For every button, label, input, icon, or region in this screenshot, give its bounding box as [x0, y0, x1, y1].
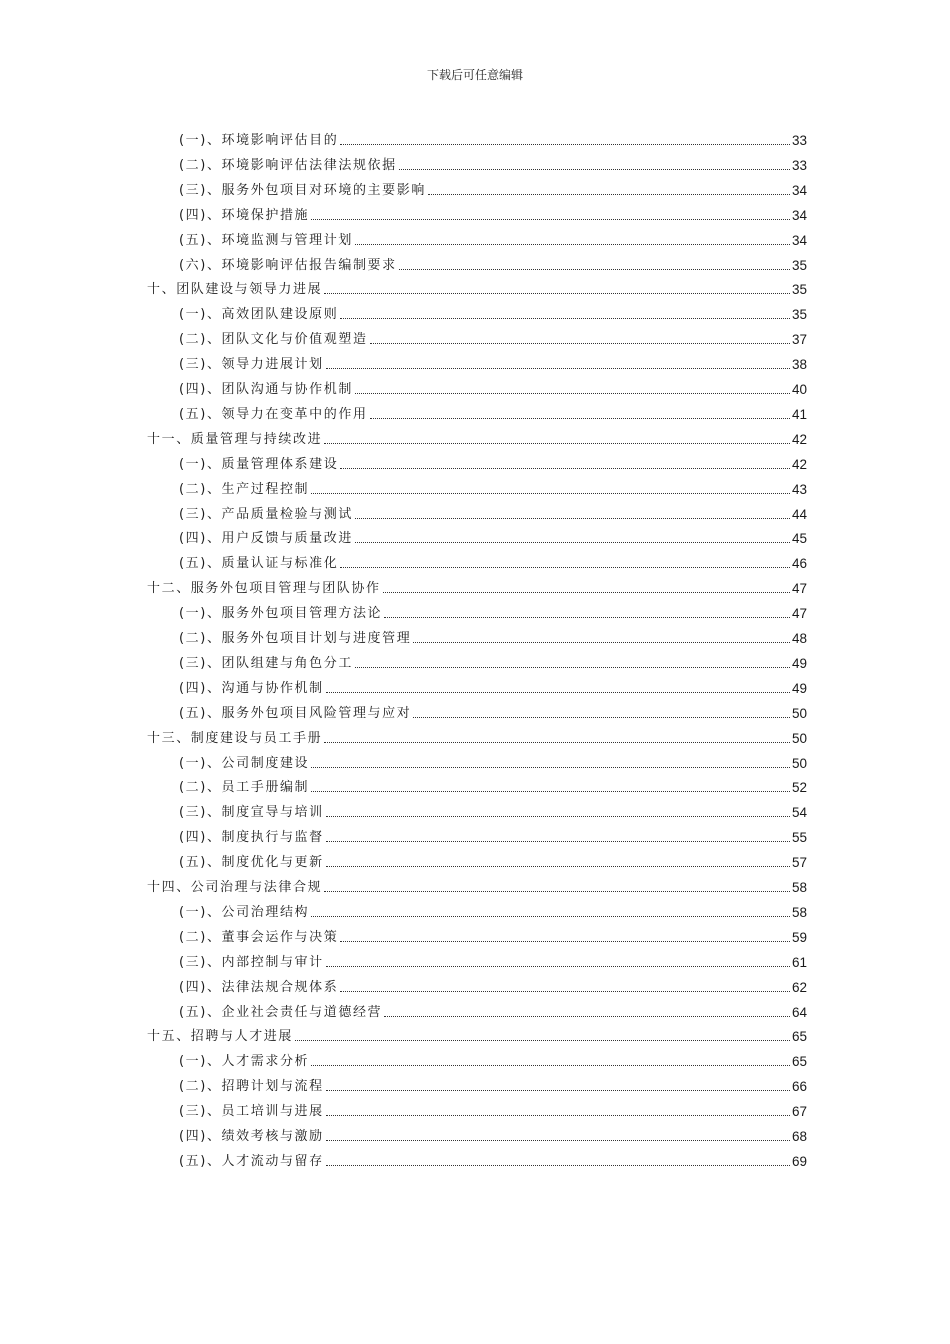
dot-leader [413, 641, 790, 643]
toc-entry-title: (四)、沟通与协作机制 [179, 680, 324, 696]
toc-section-entry[interactable] [179, 947, 807, 971]
dot-leader [324, 890, 790, 892]
toc-page-number: 38 [791, 357, 807, 373]
toc-entry-title: (三)、领导力进展计划 [179, 357, 324, 373]
toc-section-entry[interactable] [179, 324, 807, 348]
dot-leader [326, 1089, 790, 1091]
toc-entry-title: (三)、制度宣导与培训 [179, 805, 324, 821]
toc-page-number: 34 [791, 182, 807, 198]
dot-leader [311, 790, 790, 792]
toc-page-number: 58 [791, 880, 807, 895]
toc-section-entry[interactable] [179, 1046, 807, 1070]
dot-leader [326, 840, 790, 842]
toc-entry-title: (四)、绩效考核与激励 [179, 1129, 324, 1144]
toc-page-number: 47 [791, 606, 807, 622]
toc-chapter-entry[interactable] [147, 723, 807, 747]
toc-page-number: 47 [791, 581, 807, 597]
toc-entry-title: 十二、服务外包项目管理与团队协作 [147, 581, 381, 597]
toc-entry-title: (一)、服务外包项目管理方法论 [179, 606, 383, 622]
dot-leader [383, 591, 790, 593]
toc-page-number: 55 [791, 830, 807, 846]
toc-entry-title: (一)、公司治理结构 [179, 904, 310, 920]
toc-section-entry[interactable] [179, 374, 807, 398]
toc-page-number: 59 [791, 929, 807, 945]
dot-leader [355, 666, 790, 668]
toc-entry-title: (四)、法律法规合规体系 [179, 979, 339, 995]
toc-entry-title: (二)、环境影响评估法律法规依据 [179, 157, 397, 173]
toc-section-entry[interactable] [179, 150, 807, 174]
dot-leader [355, 392, 790, 394]
toc-section-entry[interactable] [179, 1146, 807, 1170]
toc-entry-title: 十、团队建设与领导力进展 [147, 282, 323, 298]
toc-page-number: 50 [791, 730, 807, 746]
toc-entry-title: (一)、质量管理体系建设 [179, 456, 339, 472]
dot-leader [355, 541, 790, 543]
toc-section-entry[interactable] [179, 797, 807, 821]
toc-page-number: 44 [791, 506, 807, 522]
toc-entry-title: (二)、董事会运作与决策 [179, 929, 339, 945]
toc-entry-title: 十五、招聘与人才进展 [147, 1029, 294, 1045]
toc-page-number: 33 [791, 157, 807, 173]
toc-entry-title: (四)、用户反馈与质量改进 [179, 531, 353, 547]
toc-section-entry[interactable] [179, 175, 807, 199]
toc-entry-title: (三)、内部控制与审计 [179, 954, 324, 970]
toc-page-number: 66 [791, 1079, 807, 1095]
toc-chapter-entry[interactable] [147, 1021, 807, 1045]
dot-leader [295, 1039, 790, 1041]
toc-entry-title: (二)、生产过程控制 [179, 481, 310, 497]
dot-leader [355, 243, 790, 245]
toc-section-entry[interactable] [179, 598, 807, 622]
toc-entry-title: 十一、质量管理与持续改进 [147, 431, 323, 447]
dot-leader [324, 741, 790, 743]
toc-entry-title: (五)、企业社会责任与道德经营 [179, 1004, 383, 1020]
toc-entry-title: (五)、人才流动与留存 [179, 1153, 324, 1169]
toc-chapter-entry[interactable] [147, 872, 807, 896]
toc-section-entry[interactable] [179, 997, 807, 1021]
toc-entry-title: (五)、环境监测与管理计划 [179, 232, 353, 248]
toc-chapter-entry[interactable] [147, 424, 807, 448]
toc-page-number: 35 [791, 282, 807, 298]
dot-leader [370, 342, 790, 344]
toc-entry-title: 十三、制度建设与员工手册 [147, 730, 323, 746]
toc-section-entry[interactable] [179, 548, 807, 572]
dot-leader [340, 566, 790, 568]
toc-page-number: 41 [791, 406, 807, 422]
dot-leader [355, 517, 790, 519]
toc-page-number: 54 [791, 805, 807, 821]
toc-entry-title: (二)、招聘计划与流程 [179, 1079, 324, 1095]
toc-page-number: 45 [791, 531, 807, 547]
toc-entry-title: (五)、领导力在变革中的作用 [179, 406, 368, 422]
dot-leader [324, 292, 790, 294]
toc-section-entry[interactable] [179, 822, 807, 846]
toc-section-entry[interactable] [179, 648, 807, 672]
toc-page-number: 35 [791, 307, 807, 323]
toc-section-entry[interactable] [179, 922, 807, 946]
toc-page-number: 48 [791, 631, 807, 646]
toc-section-entry[interactable] [179, 499, 807, 523]
toc-section-entry[interactable] [179, 523, 807, 547]
dot-leader [340, 990, 790, 992]
toc-section-entry[interactable] [179, 449, 807, 473]
dot-leader [370, 417, 790, 419]
toc-page-number: 62 [791, 979, 807, 995]
toc-entry-title: 十四、公司治理与法律合规 [147, 880, 323, 895]
toc-section-entry[interactable] [179, 1096, 807, 1120]
toc-page-number: 33 [791, 133, 807, 148]
dot-leader [399, 168, 790, 170]
toc-entry-title: (五)、制度优化与更新 [179, 855, 324, 871]
toc-page-number: 34 [791, 207, 807, 223]
toc-page-number: 37 [791, 332, 807, 348]
toc-entry-title: (五)、质量认证与标准化 [179, 556, 339, 572]
toc-section-entry[interactable] [179, 200, 807, 224]
toc-page-number: 57 [791, 855, 807, 871]
toc-section-entry[interactable] [179, 474, 807, 498]
dot-leader [384, 616, 790, 618]
dot-leader [311, 218, 790, 220]
toc-section-entry[interactable] [179, 299, 807, 323]
toc-entry-title: (三)、团队组建与角色分工 [179, 655, 353, 671]
toc-section-entry[interactable] [179, 1121, 807, 1145]
toc-page-number: 61 [791, 954, 807, 970]
dot-leader [326, 1139, 790, 1141]
dot-leader [311, 766, 790, 768]
toc-entry-title: (二)、员工手册编制 [179, 780, 310, 796]
toc-entry-title: (一)、环境影响评估目的 [179, 133, 339, 148]
dot-leader [384, 1015, 790, 1017]
dot-leader [340, 940, 790, 942]
dot-leader [399, 268, 790, 270]
toc-page-number: 50 [791, 755, 807, 771]
toc-entry-title: (四)、制度执行与监督 [179, 830, 324, 846]
toc-page-number: 68 [791, 1129, 807, 1144]
toc-page-number: 49 [791, 680, 807, 696]
dot-leader [340, 317, 790, 319]
toc-page-number: 64 [791, 1004, 807, 1020]
dot-leader [326, 1164, 790, 1166]
dot-leader [413, 716, 790, 718]
dot-leader [428, 193, 790, 195]
toc-section-entry[interactable] [179, 250, 807, 274]
toc-entry-title: (三)、服务外包项目对环境的主要影响 [179, 182, 426, 198]
toc-chapter-entry[interactable] [147, 573, 807, 597]
toc-entry-title: (二)、服务外包项目计划与进度管理 [179, 631, 412, 646]
toc-entry-title: (四)、环境保护措施 [179, 207, 310, 223]
dot-leader [311, 1064, 790, 1066]
toc-page-number: 49 [791, 655, 807, 671]
dot-leader [340, 467, 790, 469]
toc-section-entry[interactable] [179, 897, 807, 921]
toc-section-entry[interactable] [179, 847, 807, 871]
toc-section-entry[interactable] [179, 698, 807, 722]
toc-section-entry[interactable] [179, 125, 807, 149]
toc-entry-title: (二)、团队文化与价值观塑造 [179, 332, 368, 348]
toc-page-number: 67 [791, 1104, 807, 1120]
toc-page-number: 52 [791, 780, 807, 796]
toc-section-entry[interactable] [179, 225, 807, 249]
toc-entry-title: (一)、高效团队建设原则 [179, 307, 339, 323]
toc-entry-title: (一)、公司制度建设 [179, 755, 310, 771]
dot-leader [326, 367, 790, 369]
toc-section-entry[interactable] [179, 1071, 807, 1095]
toc-page-number: 65 [791, 1029, 807, 1045]
dot-leader [326, 965, 790, 967]
dot-leader [326, 691, 790, 693]
dot-leader [311, 492, 790, 494]
toc-section-entry[interactable] [179, 772, 807, 796]
toc-section-entry[interactable] [179, 623, 807, 647]
toc-page-number: 58 [791, 904, 807, 920]
dot-leader [340, 143, 790, 145]
toc-entry-title: (三)、产品质量检验与测试 [179, 506, 353, 522]
toc-entry-title: (五)、服务外包项目风险管理与应对 [179, 705, 412, 721]
toc-entry-title: (六)、环境影响评估报告编制要求 [179, 257, 397, 273]
toc-page-number: 42 [791, 456, 807, 472]
toc-page-number: 43 [791, 481, 807, 497]
toc-page-number: 40 [791, 382, 807, 397]
toc-section-entry[interactable] [179, 349, 807, 373]
dot-leader [324, 442, 790, 444]
toc-page-number: 50 [791, 705, 807, 721]
dot-leader [326, 1114, 790, 1116]
toc-section-entry[interactable] [179, 748, 807, 772]
dot-leader [311, 915, 790, 917]
toc-entry-title: (三)、员工培训与进展 [179, 1104, 324, 1120]
toc-page-number: 35 [791, 257, 807, 273]
toc-page-number: 65 [791, 1054, 807, 1070]
dot-leader [326, 815, 790, 817]
toc-page-number: 69 [791, 1153, 807, 1169]
toc-chapter-entry[interactable] [147, 274, 807, 298]
toc-section-entry[interactable] [179, 972, 807, 996]
toc-entry-title: (四)、团队沟通与协作机制 [179, 382, 353, 397]
dot-leader [326, 865, 790, 867]
page-header: 下载后可任意编辑 [426, 68, 523, 82]
toc-page-number: 42 [791, 431, 807, 447]
toc-page-number: 46 [791, 556, 807, 572]
toc-section-entry[interactable] [179, 399, 807, 423]
toc-page-number: 34 [791, 232, 807, 248]
toc-section-entry[interactable] [179, 673, 807, 697]
toc-entry-title: (一)、人才需求分析 [179, 1054, 310, 1070]
